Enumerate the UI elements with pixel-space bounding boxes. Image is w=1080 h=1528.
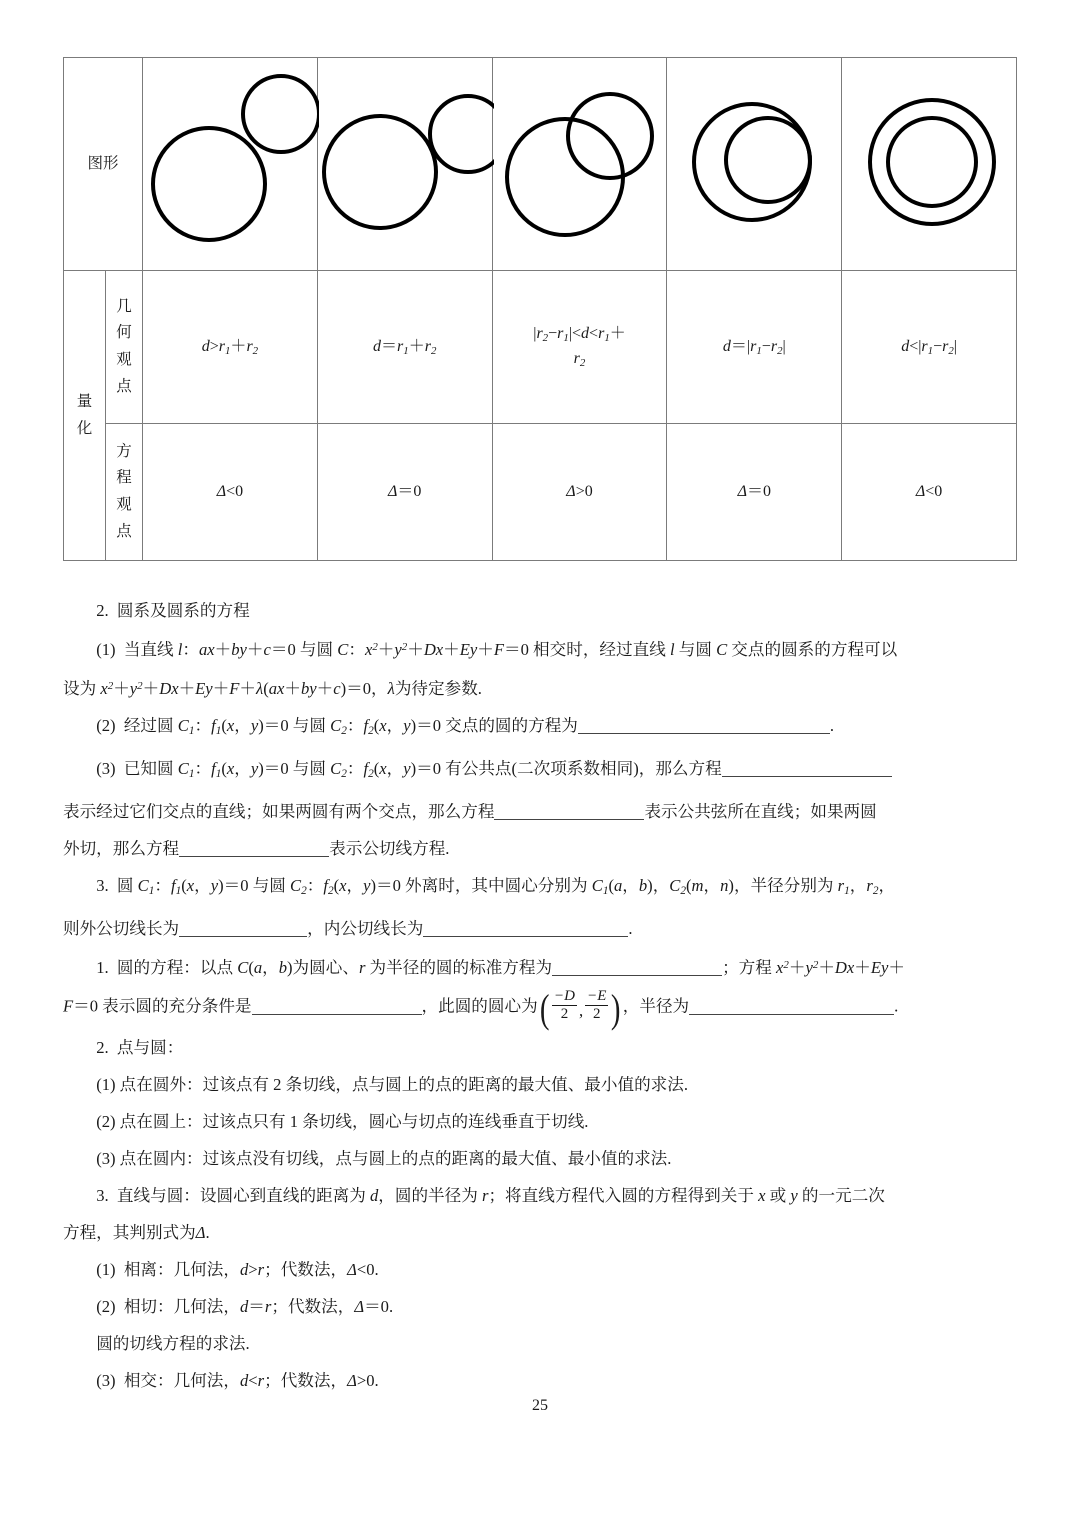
para-1-cont: F＝0 表示圆的充分条件是 ，此圆的圆心为( $\frac{-D}{2}$ , $\frac{-E}{2}$ ) ，半径为 .	[63, 986, 899, 1032]
para-3-tangent-length: 3. 圆 $C_1$：$f_1(x$，y)＝0 与圆 $C_2$：$f_2(x$，y)＝0 外离时，其中圆心分别为 $C_1(a$，b)，$C_2(m$，n)，半径分别为 $r_1$，$r_2$，	[96, 876, 896, 898]
para-point-outside: (1) 点在圆外：过该点有 2 条切线，点与圆上的点的距离的最大值、最小值的求法.	[96, 1075, 689, 1095]
geo-formula-internal-tangent: $d=|r_1-r_2|$	[667, 271, 842, 424]
fraction-minus-d-over-2: $\frac{-D}{2}$	[554, 988, 575, 1022]
eq-formula-contained: Δ<0	[842, 424, 1017, 561]
para-2-2: (2) 经过圆 $C_1$：$f_1(x$，y)＝0 与圆 $C_2$：$f_2(x$，y)＝0 交点的圆的方程为 .	[96, 715, 835, 737]
fill-blank[interactable]	[179, 839, 329, 857]
shape-cell-separate	[143, 58, 318, 271]
para-line-tangent: (2) 相切：几何法，d＝r；代数法，Δ＝0.	[96, 1297, 394, 1317]
row-label-geometric-text: 几何观点	[116, 297, 132, 395]
heading-circle-systems: 2. 圆系及圆系的方程	[96, 601, 250, 620]
geo-formula-intersecting: $|r_2-r_1|<d<r_1+$ $r_2$	[492, 271, 667, 424]
fill-blank[interactable]	[722, 759, 892, 777]
shape-cell-intersecting	[492, 58, 667, 271]
table-row-equation	[64, 424, 1017, 561]
fill-blank[interactable]	[423, 919, 628, 937]
para-point-on: (2) 点在圆上：过该点只有 1 条切线，圆心与切点的连线垂直于切线.	[96, 1112, 589, 1132]
para-2-3-cont2: 外切，那么方程 表示公切线方程.	[63, 839, 450, 859]
para-2-3: (3) 已知圆 $C_1$：$f_1(x$，y)＝0 与圆 $C_2$：$f_2(x$，y)＝0 有公共点(二次项系数相同)，那么方程	[63, 750, 1017, 793]
eq-formula-external-tangent: Δ＝0	[317, 424, 492, 561]
geo-formula-separate: $d>r_1+r_2$	[143, 271, 318, 424]
page-number: 25	[532, 1397, 548, 1414]
circle-center-formula: ( $\frac{-D}{2}$ , $\frac{-E}{2}$ )	[539, 986, 621, 1032]
row-label-quantification	[64, 271, 106, 561]
shape-cell-contained	[842, 58, 1017, 271]
fraction-minus-e-over-2: $\frac{-E}{2}$	[587, 988, 607, 1022]
para-3-cont: 则外公切线长为 ，内公切线长为 .	[63, 919, 633, 939]
shape-cell-internal-tangent	[667, 58, 842, 271]
row-label-equation-text: 方程观点	[116, 442, 132, 540]
row-label-shape: 图形	[64, 58, 143, 271]
para-2-3-cont1: 表示经过它们交点的直线；如果两圆有两个交点，那么方程 表示公共弦所在直线；如果两圆	[63, 802, 877, 822]
para-2-1: (1) 当直线 l：ax＋by＋c＝0 与圆 C：$x^2+y^2+Dx+Ey+F=0$ 相交时，经过直线 l 与圆 C 交点的圆系的方程可以	[96, 639, 898, 659]
diagram-two-circles-externally-tangent	[322, 62, 488, 266]
para-tangent-method: 圆的切线方程的求法.	[96, 1334, 250, 1354]
geo-formula-contained: $d<|r_1-r_2|$	[842, 271, 1017, 424]
shape-cell-external-tangent	[317, 58, 492, 271]
diagram-two-circles-internally-tangent	[671, 62, 837, 266]
eq-formula-separate: Δ<0	[143, 424, 318, 561]
diagram-two-circles-intersecting	[497, 62, 663, 266]
para-1-circle-equation: 1. 圆的方程：以点 C(a，b)为圆心、r 为半径的圆的标准方程为 ；方程 $x^2+y^2+Dx+Ey+$	[96, 958, 905, 978]
eq-formula-internal-tangent: Δ＝0	[667, 424, 842, 561]
diagram-two-circles-separate	[147, 62, 313, 266]
fill-blank[interactable]	[179, 919, 307, 937]
table-row-geometric	[64, 271, 1017, 424]
table-row-shape	[64, 58, 1017, 271]
fill-blank[interactable]	[494, 802, 644, 820]
heading-point-and-circle: 2. 点与圆：	[96, 1038, 184, 1058]
row-label-equation	[106, 424, 143, 561]
heading-line-and-circle: 3. 直线与圆：设圆心到直线的距离为 d，圆的半径为 r；将直线方程代入圆的方程得到关于 x 或 y 的一元二次	[96, 1186, 885, 1206]
row-label-geometric	[106, 271, 143, 424]
document-body	[63, 592, 1017, 1399]
para-line-intersect: (3) 相交：几何法，d<r；代数法，Δ>0.	[96, 1371, 379, 1391]
diagram-two-circles-contained	[846, 62, 1012, 266]
para-line-separate: (1) 相离：几何法，d>r；代数法，Δ<0.	[96, 1260, 379, 1280]
geo-formula-external-tangent: $d=r_1+r_2$	[317, 271, 492, 424]
circle-relations-table	[63, 57, 1016, 561]
row-label-quantification-text: 量化	[76, 392, 93, 437]
para-point-inside: (3) 点在圆内：过该点没有切线，点与圆上的点的距离的最大值、最小值的求法.	[96, 1149, 672, 1169]
eq-formula-intersecting: Δ>0	[492, 424, 667, 561]
fill-blank[interactable]	[252, 997, 422, 1015]
fill-blank[interactable]	[578, 716, 830, 734]
fill-blank[interactable]	[552, 958, 722, 976]
para-2-1-cont: 设为 $x^2+y^2+Dx+Ey+F+\lambda(ax+by+c)=0$，λ为待定参数.	[63, 678, 482, 698]
fill-blank[interactable]	[689, 997, 894, 1015]
heading-line-and-circle-cont: 方程，其判别式为Δ.	[63, 1223, 210, 1243]
